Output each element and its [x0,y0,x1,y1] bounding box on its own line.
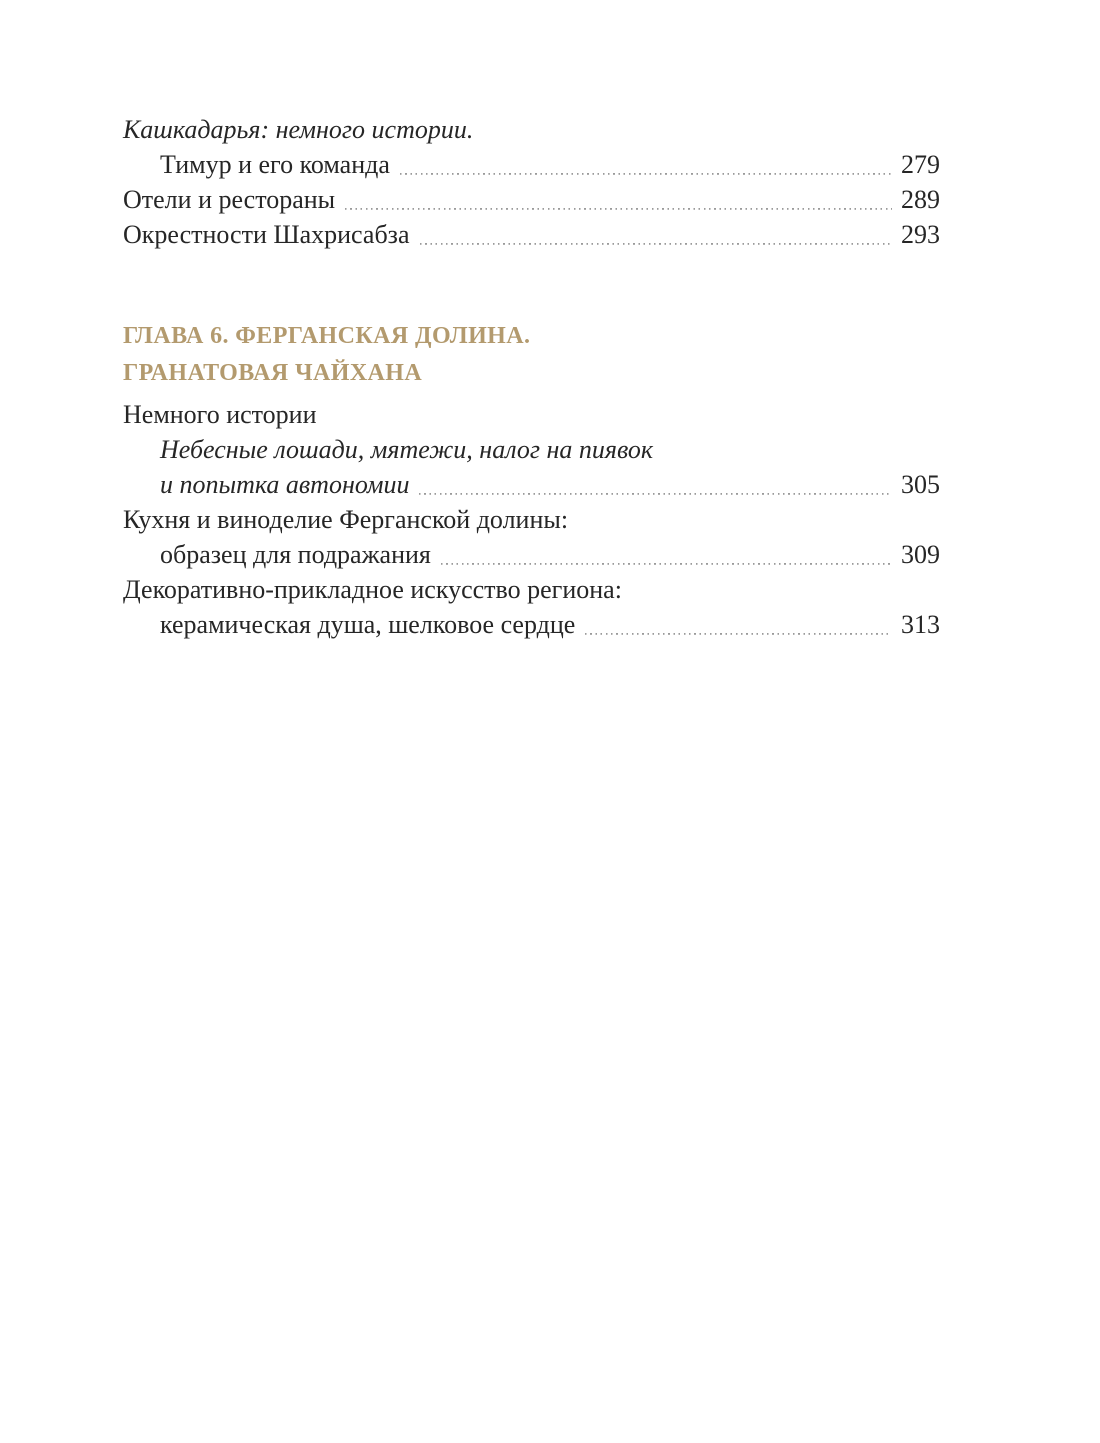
dotted-leader [345,182,892,217]
dotted-leader [419,467,892,502]
toc-entry-label: Немного истории [123,400,317,429]
dotted-leader [400,147,892,182]
toc-entry-label: Отели и рестораны [123,185,336,214]
toc-entry [123,112,940,147]
page-number: 305 [901,470,940,499]
toc-entry [123,502,940,537]
page-number: 289 [901,185,940,214]
toc-entry [123,572,940,607]
chapter-heading-line: ГРАНАТОВАЯ ЧАЙХАНА [123,360,423,386]
toc-entry [123,217,940,252]
toc-entry-label: Окрестности Шахрисабза [123,220,410,249]
page-number: 309 [901,540,940,569]
table-of-contents [123,112,940,642]
chapter-heading-line: ГЛАВА 6. ФЕРГАНСКАЯ ДОЛИНА. [123,323,531,349]
dotted-leader [420,217,893,252]
toc-entry-label: Декоративно-прикладное искусство региона: [123,575,622,604]
dotted-leader [585,607,892,642]
toc-entry [123,467,940,502]
page-number: 313 [901,610,940,639]
page-number: 293 [901,220,940,249]
toc-entry-label: Кашкадарья: немного истории. [123,115,474,144]
page-number: 279 [901,150,940,179]
toc-entry-label: и попытка автономии [160,470,410,499]
toc-entry-label: образец для подражания [160,540,431,569]
toc-entry [123,432,940,467]
toc-entry [123,397,940,432]
dotted-leader [441,537,892,572]
chapter-heading [123,318,940,392]
toc-entry [123,182,940,217]
toc-entry-label: Тимур и его команда [160,150,390,179]
toc-entry [123,147,940,182]
toc-entry-label: керамическая душа, шелковое сердце [160,610,576,639]
toc-entry [123,537,940,572]
toc-entry-label: Кухня и виноделие Ферганской долины: [123,505,569,534]
toc-entry [123,607,940,642]
toc-entry-label: Небесные лошади, мятежи, налог на пиявок [160,435,654,464]
